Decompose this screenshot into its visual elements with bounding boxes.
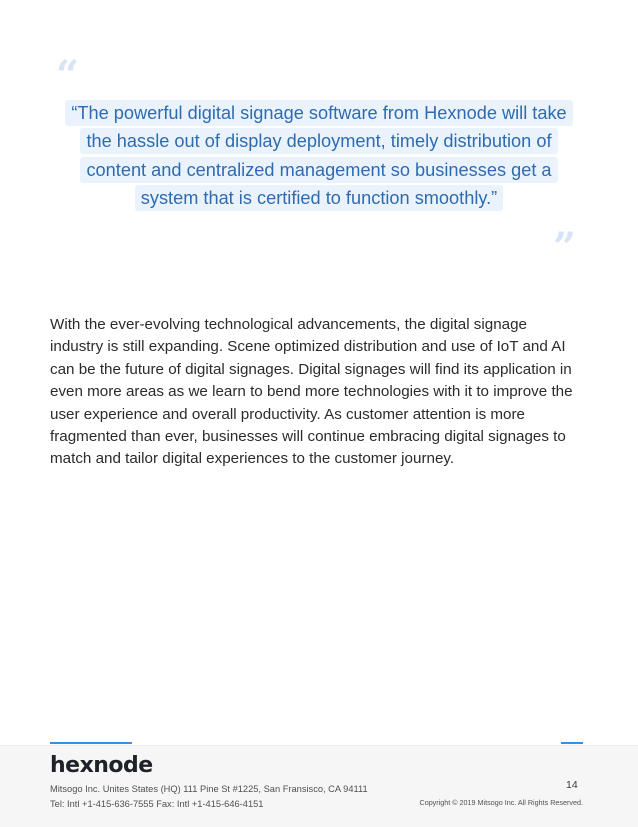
footer-accent-line-right (561, 742, 583, 744)
body-line: With the ever-evolving technological advancements, the digital signage (50, 316, 527, 333)
opening-quote-mark: “ (56, 52, 80, 99)
quote-line: content and centralized management so businesses get a (80, 157, 557, 183)
body-line: fragmented than ever, businesses will continue embracing digital signages to (50, 428, 566, 446)
body-line: even more areas as we learn to bend more technologies with it to improve the (50, 383, 573, 401)
body-line: match and tailor digital experiences to the customer journey. (50, 450, 455, 468)
page-number: 14 (566, 779, 578, 791)
quote-line: the hassle out of display deployment, timely distribution of (80, 128, 557, 154)
pull-quote (48, 100, 590, 214)
contact-numbers: Tel: Intl +1-415-636-7555 Fax: Intl +1-415-646-4151 (50, 799, 264, 809)
company-address: Mitsogo Inc. Unites States (HQ) 111 Pine St #1225, San Fransisco, CA 94111 (50, 784, 368, 794)
body-line: industry is still expanding. Scene optimized distribution and use of IoT and AI (50, 338, 566, 356)
copyright-notice: Copyright © 2019 Mitsogo Inc. All Rights Reserved. (419, 798, 583, 807)
body-line: user experience and overall productivity. As customer attention is more (50, 405, 525, 423)
body-paragraph (50, 314, 590, 471)
quote-line: system that is certified to function smoothly.” (135, 185, 503, 211)
hexnode-logo: hexnode (50, 753, 153, 778)
closing-quote-mark: ” (553, 224, 577, 271)
footer-accent-line-left (50, 742, 132, 744)
body-line: can be the future of digital signages. Digital signages will find its application in (50, 360, 572, 378)
quote-line: “The powerful digital signage software from Hexnode will take (65, 100, 572, 126)
